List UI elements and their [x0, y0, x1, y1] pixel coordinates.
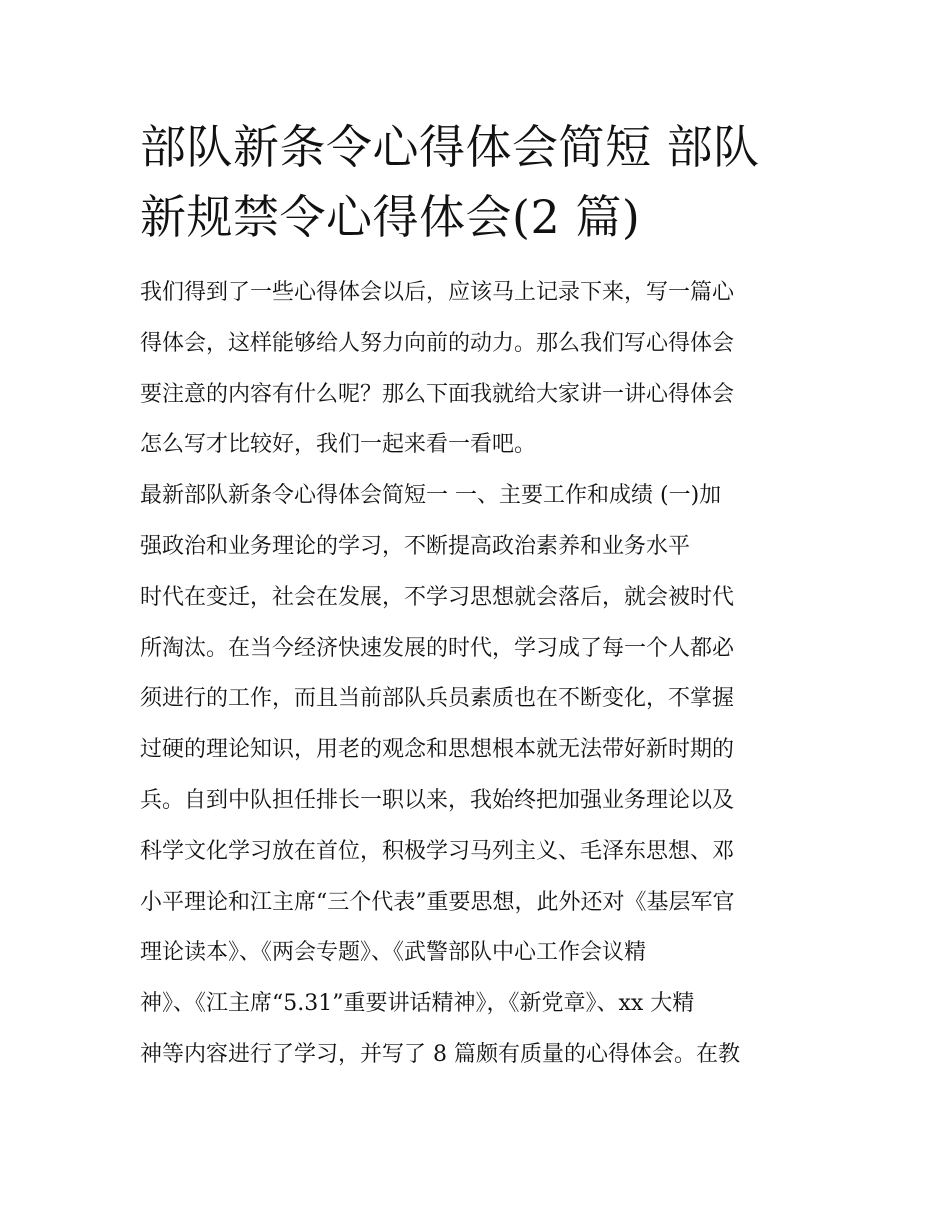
section-heading	[140, 471, 812, 573]
body-line-7: 小平理论和江主席“三个代表”重要思想，此外还对《基层军官	[140, 889, 735, 915]
intro-paragraph	[140, 268, 812, 471]
intro-line-2: 得体会，这样能够给人努力向前的动力。那么我们写心得体会	[140, 330, 735, 356]
body-line-10: 神等内容进行了学习，并写了 8 篇颇有质量的心得体会。在教	[140, 1041, 740, 1067]
document-title	[140, 112, 812, 252]
body-line-2: 所淘汰。在当今经济快速发展的时代，学习成了每一个人都必	[140, 635, 735, 661]
intro-line-3: 要注意的内容有什么呢？那么下面我就给大家讲一讲心得体会	[140, 381, 735, 407]
body-paragraph	[140, 573, 812, 1081]
section-line-1: 最新部队新条令心得体会简短一 一、主要工作和成绩 (一)加	[140, 483, 722, 509]
document-page	[140, 112, 812, 1081]
body-line-1: 时代在变迁，社会在发展，不学习思想就会落后，就会被时代	[140, 584, 735, 610]
intro-line-1: 我们得到了一些心得体会以后，应该马上记录下来，写一篇心	[140, 280, 735, 305]
body-line-5: 兵。自到中队担任排长一职以来，我始终把加强业务理论以及	[140, 787, 735, 813]
body-line-6: 科学文化学习放在首位，积极学习马列主义、毛泽东思想、邓	[140, 838, 735, 864]
title-line-2: 新规禁令心得体会(2 篇)	[140, 190, 641, 244]
intro-line-4: 怎么写才比较好，我们一起来看一看吧。	[140, 432, 537, 458]
body-line-9: 神》、《江主席“5.31”重要讲话精神》，《新党章》、xx 大精	[140, 991, 695, 1017]
body-line-8: 理论读本》、《两会专题》、《武警部队中心工作会议精	[140, 940, 647, 966]
title-line-1: 部队新条令心得体会简短 部队	[140, 120, 760, 174]
body-line-4: 过硬的理论知识，用老的观念和思想根本就无法带好新时期的	[140, 737, 735, 763]
body-line-3: 须进行的工作，而且当前部队兵员素质也在不断变化，不掌握	[140, 686, 735, 712]
section-line-2: 强政治和业务理论的学习，不断提高政治素养和业务水平	[140, 533, 691, 559]
